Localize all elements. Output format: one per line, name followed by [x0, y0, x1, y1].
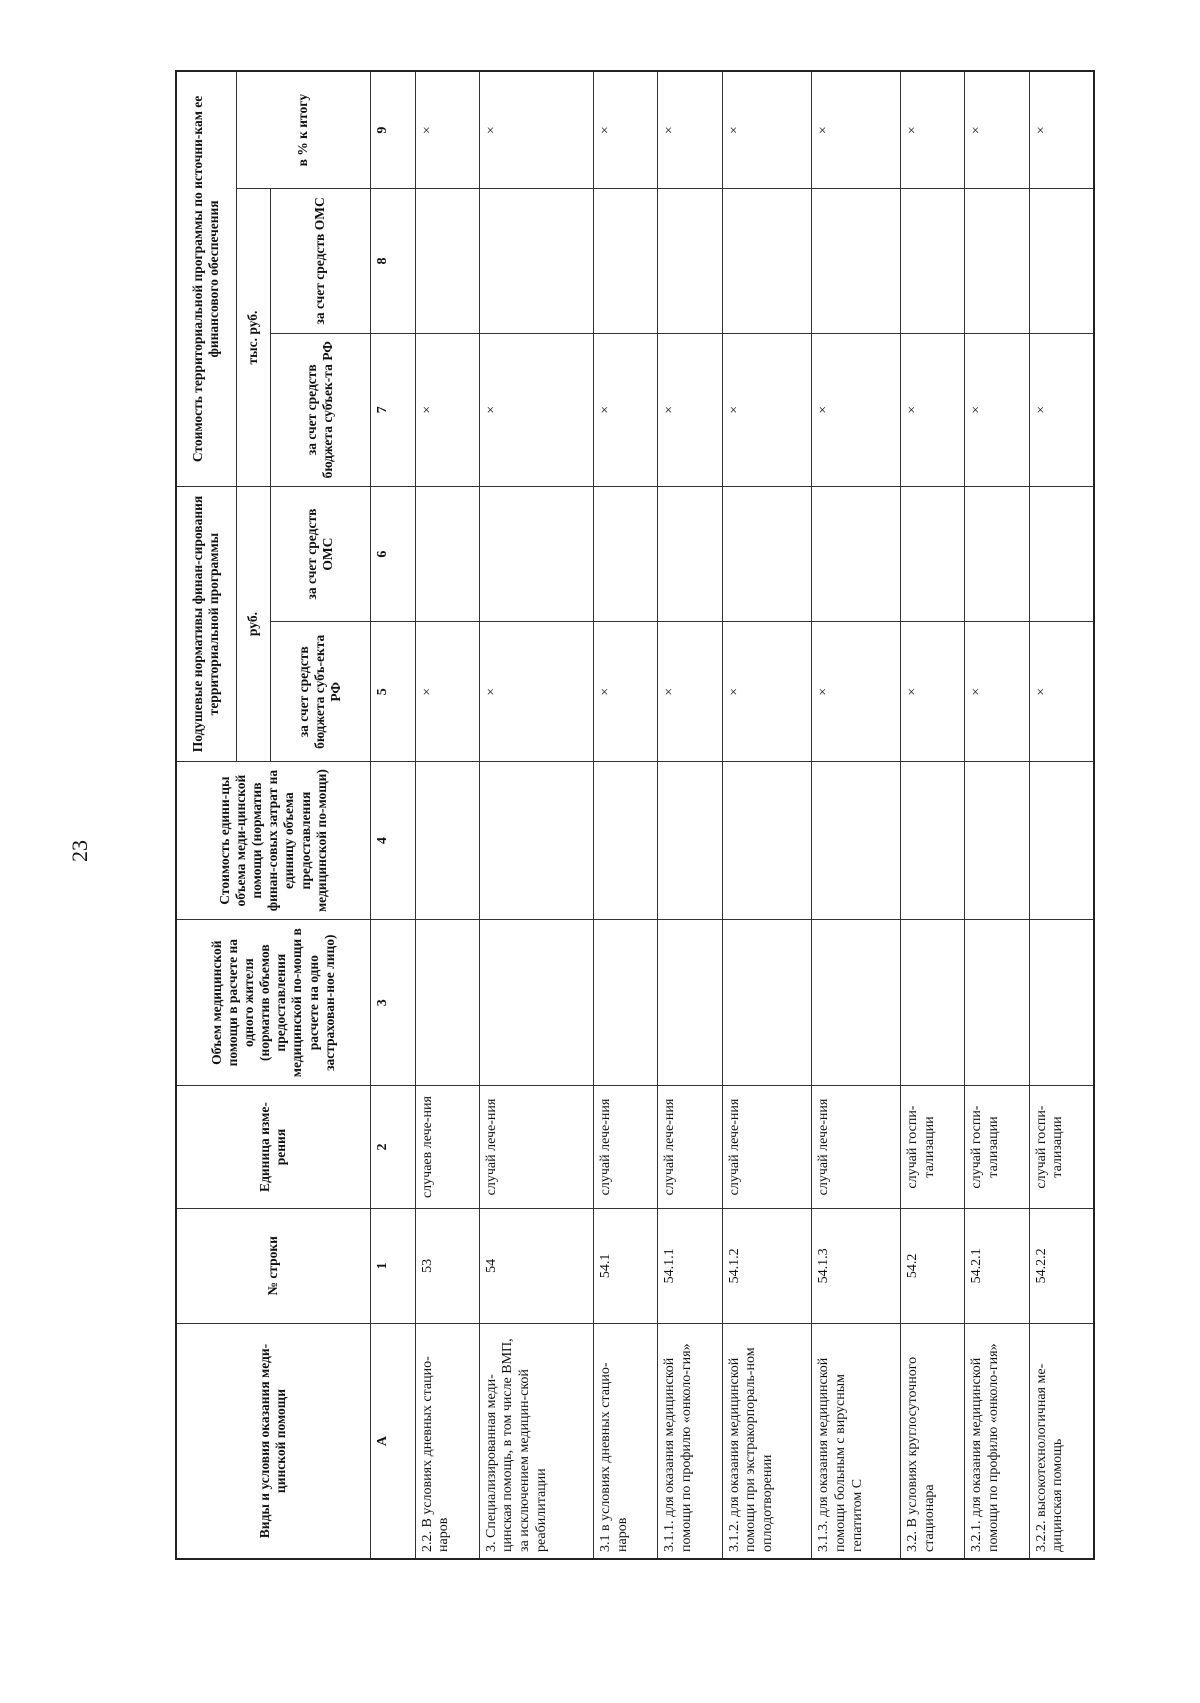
table-row: [1029, 71, 1094, 1559]
row-line-number: 54.1.1: [658, 1208, 722, 1323]
header-col-3: Объем медицинской помощи в расчете на одного жителя (норматив объемов предоставления медицинской по-мощи в расчете на одно застрахован-ное лицо): [176, 919, 370, 1086]
row-unit: случай лече-ния: [811, 1086, 900, 1208]
row-cost-oms: [594, 189, 658, 333]
row-line-number: 53: [415, 1208, 479, 1323]
row-percent: ×: [415, 71, 479, 189]
row-name: 3.1.1. для оказания медицинской помощи по профилю «онколо-гия»: [658, 1324, 722, 1559]
row-per-capita-oms: [415, 486, 479, 621]
colnum-8: 8: [370, 189, 415, 333]
row-unit: случаев лече-ния: [415, 1086, 479, 1208]
row-per-capita-budget: ×: [1029, 622, 1094, 762]
colnum-6: 6: [370, 486, 415, 621]
row-cost-budget: ×: [658, 333, 722, 486]
row-unit-cost: [722, 762, 811, 920]
row-unit-cost: [811, 762, 900, 920]
colnum-3: 3: [370, 919, 415, 1086]
row-percent: ×: [722, 71, 811, 189]
row-per-capita-budget: ×: [658, 622, 722, 762]
row-line-number: 54.1.3: [811, 1208, 900, 1323]
row-per-capita-oms: [658, 486, 722, 621]
page-number: 23: [67, 840, 92, 862]
row-cost-budget: ×: [901, 333, 965, 486]
colnum-5: 5: [370, 622, 415, 762]
row-line-number: 54.2.2: [1029, 1208, 1094, 1323]
row-cost-oms: [415, 189, 479, 333]
row-line-number: 54.2: [901, 1208, 965, 1323]
row-per-capita-oms: [1029, 486, 1094, 621]
financing-table: [175, 70, 1095, 1560]
row-per-capita-budget: ×: [479, 622, 594, 762]
row-per-capita-oms: [479, 486, 594, 621]
header-per-capita-group: Подушевые нормативы финан-сирования территориальной программы: [176, 486, 236, 761]
row-cost-oms: [965, 189, 1029, 333]
row-percent: ×: [901, 71, 965, 189]
row-volume: [811, 919, 900, 1086]
row-per-capita-budget: ×: [415, 622, 479, 762]
row-unit-cost: [479, 762, 594, 920]
row-volume: [415, 919, 479, 1086]
colnum-9: 9: [370, 71, 415, 189]
row-per-capita-oms: [811, 486, 900, 621]
row-cost-oms: [811, 189, 900, 333]
row-line-number: 54.1.2: [722, 1208, 811, 1323]
row-name: 3.2. В условиях круглосуточного стационара: [901, 1324, 965, 1559]
row-cost-budget: ×: [1029, 333, 1094, 486]
row-per-capita-oms: [965, 486, 1029, 621]
row-per-capita-oms: [722, 486, 811, 621]
row-percent: ×: [1029, 71, 1094, 189]
row-percent: ×: [965, 71, 1029, 189]
row-line-number: 54.1: [594, 1208, 658, 1323]
row-per-capita-budget: ×: [965, 622, 1029, 762]
header-cost-group: Стоимость территориальной программы по источни-кам ее финансового обеспечения: [176, 71, 236, 486]
row-per-capita-budget: ×: [901, 622, 965, 762]
row-unit-cost: [1029, 762, 1094, 920]
row-per-capita-oms: [901, 486, 965, 621]
row-volume: [479, 919, 594, 1086]
row-name: 3.2.1. для оказания медицинской помощи по профилю «онколо-гия»: [965, 1324, 1029, 1559]
row-volume: [722, 919, 811, 1086]
header-col-6: за счет средств ОМС: [270, 486, 370, 621]
row-percent: ×: [479, 71, 594, 189]
row-name: 2.2. В условиях дневных стацио-наров: [415, 1324, 479, 1559]
row-cost-budget: ×: [722, 333, 811, 486]
row-unit-cost: [965, 762, 1029, 920]
row-name: 3.1 в условиях дневных стацио-наров: [594, 1324, 658, 1559]
row-percent: ×: [594, 71, 658, 189]
row-name: 3.2.2. высокотехнологичная ме-дицинская помощь: [1029, 1324, 1094, 1559]
row-unit: случай госпи-тализации: [1029, 1086, 1094, 1208]
header-col-2: Единица изме-рения: [176, 1086, 370, 1208]
row-unit: случай лече-ния: [479, 1086, 594, 1208]
row-per-capita-budget: ×: [722, 622, 811, 762]
row-unit: случай лече-ния: [658, 1086, 722, 1208]
table-row: [965, 71, 1029, 1559]
table-body: [415, 71, 1094, 1559]
row-line-number: 54.2.1: [965, 1208, 1029, 1323]
table-row: [479, 71, 594, 1559]
table-row: [811, 71, 900, 1559]
row-cost-oms: [479, 189, 594, 333]
row-volume: [965, 919, 1029, 1086]
row-unit-cost: [901, 762, 965, 920]
column-number-row: [370, 71, 415, 1559]
table-row: [415, 71, 479, 1559]
table-row: [594, 71, 658, 1559]
row-cost-budget: ×: [594, 333, 658, 486]
row-volume: [901, 919, 965, 1086]
row-cost-oms: [901, 189, 965, 333]
row-volume: [1029, 919, 1094, 1086]
row-percent: ×: [811, 71, 900, 189]
row-percent: ×: [658, 71, 722, 189]
header-col-1: № строки: [176, 1208, 370, 1323]
row-cost-budget: ×: [811, 333, 900, 486]
header-thous-rub: тыс. руб.: [236, 189, 270, 487]
header-rub: руб.: [236, 486, 270, 761]
header-col-4: Стоимость едини-цы объема меди-цинской помощи (норматив финан-совых затрат на единицу объема предоставления медицинской по-мощи): [176, 762, 370, 920]
colnum-2: 2: [370, 1086, 415, 1208]
header-col-9: в % к итогу: [236, 71, 370, 189]
table-row: [901, 71, 965, 1559]
row-volume: [658, 919, 722, 1086]
row-name: 3. Специализированная меди-цинская помощь, в том числе ВМП, за исключением медицин-ской реабилитации: [479, 1324, 594, 1559]
header-col-a: Виды и условия оказания меди-цинской помощи: [176, 1324, 370, 1559]
colnum-a: А: [370, 1324, 415, 1559]
colnum-1: 1: [370, 1208, 415, 1323]
table-row: [658, 71, 722, 1559]
row-cost-oms: [658, 189, 722, 333]
row-unit-cost: [594, 762, 658, 920]
rotated-table-wrapper: [175, 70, 1095, 1560]
row-per-capita-budget: ×: [594, 622, 658, 762]
row-line-number: 54: [479, 1208, 594, 1323]
row-cost-oms: [722, 189, 811, 333]
header-col-8: за счет средств ОМС: [270, 189, 370, 333]
row-unit: случай госпи-тализации: [965, 1086, 1029, 1208]
row-unit-cost: [658, 762, 722, 920]
row-unit: случай госпи-тализации: [901, 1086, 965, 1208]
row-per-capita-oms: [594, 486, 658, 621]
row-unit-cost: [415, 762, 479, 920]
row-cost-budget: ×: [415, 333, 479, 486]
table-row: [722, 71, 811, 1559]
row-cost-budget: ×: [479, 333, 594, 486]
row-unit: случай лече-ния: [722, 1086, 811, 1208]
row-per-capita-budget: ×: [811, 622, 900, 762]
colnum-4: 4: [370, 762, 415, 920]
row-cost-budget: ×: [965, 333, 1029, 486]
row-cost-oms: [1029, 189, 1094, 333]
header-col-7: за счет средств бюджета субъек-та РФ: [270, 333, 370, 486]
colnum-7: 7: [370, 333, 415, 486]
table-header: [176, 71, 415, 1559]
row-unit: случай лече-ния: [594, 1086, 658, 1208]
row-name: 3.1.3. для оказания медицинской помощи больным с вирусным гепатитом С: [811, 1324, 900, 1559]
row-volume: [594, 919, 658, 1086]
row-name: 3.1.2. для оказания медицинской помощи при экстракорпораль-ном оплодотворении: [722, 1324, 811, 1559]
header-col-5: за счет средств бюджета субъ-екта РФ: [270, 622, 370, 762]
